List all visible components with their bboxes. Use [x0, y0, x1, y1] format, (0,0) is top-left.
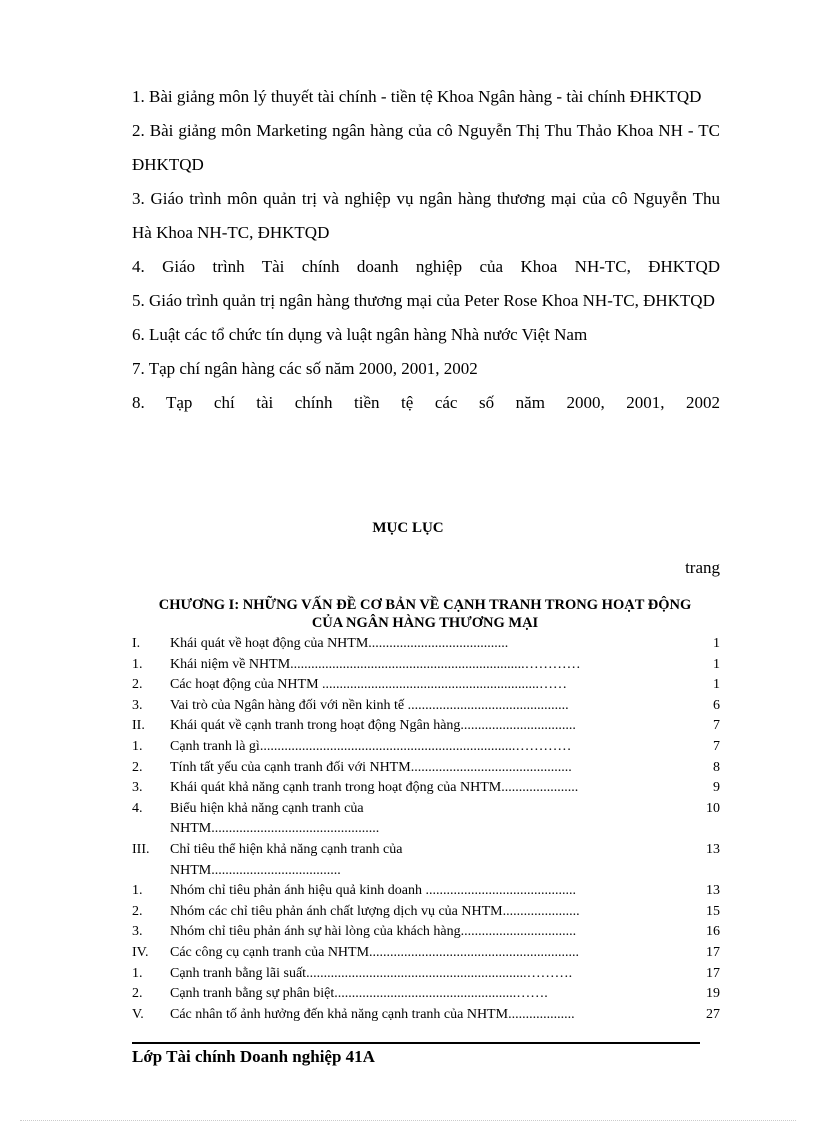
toc-row-text: Khái quát về hoạt động của NHTM [170, 636, 369, 651]
toc-row-title [170, 778, 690, 799]
toc-row-page: 19 [706, 986, 720, 1002]
reference-item: 3. Giáo trình môn quản trị và nghiệp vụ ngân hàng thương mại của cô Nguyễn Thu Hà Khoa NH-TC, ĐHKTQD [132, 189, 720, 242]
toc-list [132, 634, 720, 1025]
toc-row-page: 13 [706, 883, 720, 899]
toc-row[interactable] [132, 881, 720, 902]
toc-row[interactable] [132, 737, 720, 758]
toc-row-title [170, 943, 690, 964]
toc-row-number: 3. [132, 780, 143, 796]
toc-row-leader: ........................................ [368, 636, 509, 651]
toc-row-title [170, 737, 690, 758]
toc-row-text: Khái quát khả năng cạnh tranh trong hoạt động của NHTM [170, 780, 502, 796]
toc-row-text: Nhóm các chỉ tiêu phản ánh chất lượng dịch vụ của NHTM [170, 903, 503, 919]
toc-row-number: II. [132, 718, 145, 734]
toc-row-title [170, 634, 690, 655]
toc-row-title [170, 902, 690, 923]
toc-row-title [170, 1005, 690, 1026]
reference-item: 7. Tạp chí ngân hàng các số năm 2000, 2001, 2002 [132, 359, 478, 378]
toc-row-leader: ............................................................ [369, 944, 580, 960]
toc-title: MỤC LỤC [372, 520, 444, 536]
toc-row-leader: ..................................... [211, 862, 341, 878]
toc-row[interactable] [132, 716, 720, 737]
toc-row-text: Các công cụ cạnh tranh của NHTM [170, 944, 370, 960]
toc-row-leader: .............................................. [410, 759, 572, 775]
toc-row-title [170, 716, 690, 737]
toc-row-leader: .........................................................................………… [259, 738, 572, 754]
toc-row-title [170, 655, 690, 676]
toc-row-number: 4. [132, 800, 143, 816]
toc-row-leader: ................................. [460, 718, 576, 734]
toc-row-title [170, 881, 690, 902]
toc-row[interactable] [132, 675, 720, 696]
reference-item: 1. Bài giảng môn lý thuyết tài chính - tiền tệ Khoa Ngân hàng - tài chính ĐHKTQD [132, 87, 702, 106]
toc-row-page: 27 [706, 1006, 720, 1022]
toc-row-leader: .............................................. [404, 697, 569, 713]
toc-row-number: 1. [132, 738, 143, 754]
toc-row-leader: ................................................ [211, 821, 380, 837]
toc-page-label: trang [685, 558, 720, 577]
reference-list [132, 80, 720, 420]
toc-row-number: 1. [132, 656, 143, 672]
toc-row-page: 17 [706, 965, 720, 981]
toc-row-number: 2. [132, 677, 143, 693]
reference-item: 6. Luật các tổ chức tín dụng và luật ngân hàng Nhà nước Việt Nam [132, 325, 588, 344]
toc-row-leader: ....................................................……. [334, 986, 548, 1002]
toc-row[interactable] [132, 1005, 720, 1026]
toc-row-page: 8 [713, 759, 720, 775]
toc-row[interactable] [132, 634, 720, 655]
page-edge [20, 1120, 796, 1121]
toc-row-page: 1 [713, 656, 720, 672]
toc-row-page: 13 [706, 841, 720, 857]
reference-item: 2. Bài giảng môn Marketing ngân hàng của cô Nguyễn Thị Thu Thảo Khoa NH - TC ĐHKTQD [132, 121, 720, 174]
toc-row-title [170, 696, 690, 717]
toc-row-leader: ...................... [502, 903, 580, 919]
toc-row-page: 15 [706, 903, 720, 919]
chapter-heading: CHƯƠNG I: NHỮNG VẤN ĐỀ CƠ BẢN VỀ CẠNH TRANH TRONG HOẠT ĐỘNG CỦA NGÂN HÀNG THƯƠNG MẠI [158, 597, 692, 631]
toc-row-title [170, 984, 690, 1005]
toc-row-leader: ...............................................................………. [306, 965, 573, 981]
toc-row[interactable] [132, 840, 720, 881]
toc-row-number: 1. [132, 883, 143, 899]
toc-row-text: Biểu hiện khả năng cạnh tranh của NHTM [170, 800, 364, 837]
toc-row[interactable] [132, 696, 720, 717]
toc-row[interactable] [132, 758, 720, 779]
reference-item: 4. Giáo trình Tài chính doanh nghiệp của Khoa NH-TC, ĐHKTQD [132, 257, 720, 276]
toc-row-text: Tính tất yếu của cạnh tranh đối với NHTM [170, 759, 411, 775]
toc-row[interactable] [132, 902, 720, 923]
toc-row[interactable] [132, 655, 720, 676]
toc-row-number: I. [132, 636, 141, 651]
toc-row-title [170, 840, 690, 881]
toc-row-leader: ................................. [460, 924, 577, 940]
toc-row[interactable] [132, 922, 720, 943]
toc-row-text: Khái quát về cạnh tranh trong hoạt động Ngân hàng [170, 718, 461, 734]
toc-row-text: Các nhân tố ảnh hưởng đến khả năng cạnh tranh của NHTM [170, 1006, 509, 1022]
toc-row-page: 1 [713, 636, 720, 651]
toc-row-text: Chỉ tiêu thể hiện khả năng cạnh tranh của NHTM [170, 841, 403, 878]
toc-row[interactable] [132, 799, 720, 840]
toc-row-number: 3. [132, 924, 143, 940]
toc-row-page: 6 [713, 697, 720, 713]
toc-row-number: 3. [132, 697, 143, 713]
toc-row[interactable] [132, 964, 720, 985]
toc-row-number: 1. [132, 965, 143, 981]
toc-row-page: 7 [713, 738, 720, 754]
toc-row-leader: ................... [508, 1006, 575, 1022]
toc-row-number: 2. [132, 903, 143, 919]
toc-row-number: III. [132, 841, 150, 857]
toc-row-number: 2. [132, 986, 143, 1002]
toc-row-page: 17 [706, 944, 720, 960]
toc-row-text: Cạnh tranh bằng lãi suất [170, 965, 307, 981]
toc-row-leader: ..............................................................…… [318, 677, 568, 693]
toc-row[interactable] [132, 984, 720, 1005]
toc-row-text: Cạnh tranh là gì [170, 738, 260, 754]
toc-row-number: IV. [132, 944, 149, 960]
toc-row-leader: ...................... [501, 780, 579, 796]
toc-row-text: Các hoạt động của NHTM [170, 677, 319, 693]
toc-row-title [170, 922, 690, 943]
reference-item: 5. Giáo trình quản trị ngân hàng thương mại của Peter Rose Khoa NH-TC, ĐHKTQD [132, 291, 715, 310]
toc-row-title [170, 675, 690, 696]
toc-row-title [170, 758, 690, 779]
toc-row-text: Nhóm chỉ tiêu phản ánh sự hài lòng của khách hàng [170, 924, 461, 940]
toc-row-text: Khái niệm về NHTM [170, 656, 291, 672]
toc-row-text: Nhóm chỉ tiêu phản ánh hiệu quả kinh doanh [170, 883, 422, 899]
footer-divider [132, 1042, 700, 1044]
toc-row-title [170, 799, 690, 840]
toc-row-page: 7 [713, 718, 720, 734]
reference-item: 8. Tạp chí tài chính tiền tệ các số năm 2000, 2001, 2002 [132, 393, 720, 412]
toc-row-leader: ...................................................................………… [290, 656, 581, 672]
toc-row-page: 16 [706, 924, 720, 940]
toc-row-text: Cạnh tranh bằng sự phân biệt [170, 986, 335, 1002]
toc-row[interactable] [132, 778, 720, 799]
toc-row-page: 10 [706, 800, 720, 816]
toc-row-page: 9 [713, 780, 720, 796]
footer-text: Lớp Tài chính Doanh nghiệp 41A [132, 1047, 375, 1066]
toc-row-leader: ........................................... [421, 883, 576, 899]
toc-row-text: Vai trò của Ngân hàng đối với nền kinh tế [170, 697, 405, 713]
toc-row-number: V. [132, 1006, 144, 1022]
toc-row-number: 2. [132, 759, 143, 775]
toc-row-title [170, 964, 690, 985]
toc-row-page: 1 [713, 677, 720, 693]
toc-row[interactable] [132, 943, 720, 964]
